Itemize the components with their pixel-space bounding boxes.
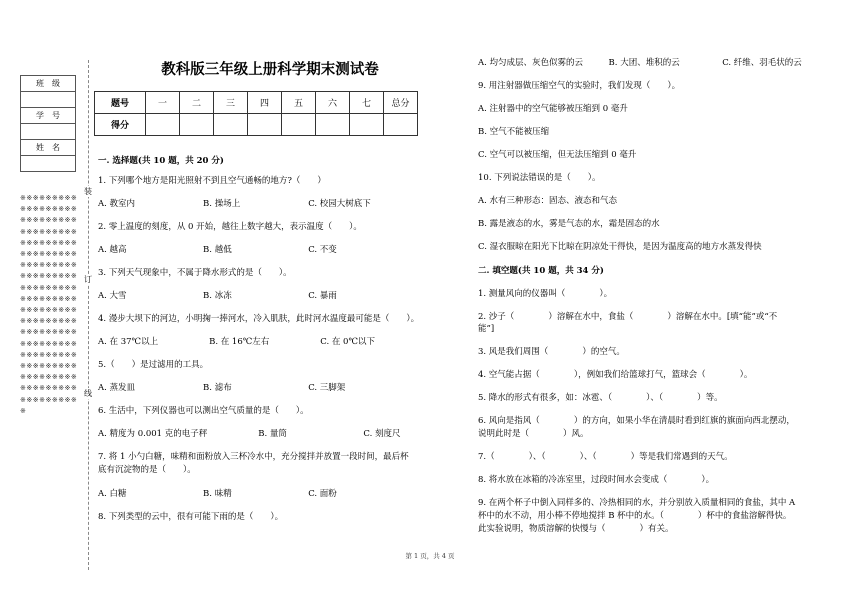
question-line-cont: 能”] xyxy=(478,324,495,334)
score-header-cell: 一 xyxy=(146,92,180,114)
section-heading-choice: 一. 选择题(共 10 题，共 20 分) xyxy=(98,156,224,166)
decorative-dot-pattern: ※※※※※※※※※※※※※※※※※※※※※※※※※※※※※※※※※※※※※※※※※※※※※※※※※※※※※※※※※※※※※※※※※※※※※※※※※※※※※※※※※※※※※※※※※※※※※※※※※※※※※※※※※※※※※※※※※※※※※※※※※※※※※※※※※※※※※※※※※※※※※※※※※※※※※※※※※※※※※※※※※※※※※※※※※※※※ xyxy=(20,194,78,415)
option-line: B. 空气不能被压缩 xyxy=(478,127,550,137)
exam-title: 教科版三年级上册科学期末测试卷 xyxy=(161,61,379,78)
question-line: 8. 将水放在冰箱的冷冻室里，过段时间水会变成（ ）。 xyxy=(478,475,715,485)
score-header-cell: 四 xyxy=(248,92,282,114)
option-line: A. 教室内 B. 操场上 C. 校园大树底下 xyxy=(98,199,371,209)
student-id-label: 学 号 xyxy=(21,108,76,124)
score-header-row xyxy=(95,92,418,114)
option-line: A. 水有三种形态：固态、液态和气态 xyxy=(478,196,618,206)
question-line: 3. 下列天气现象中，不属于降水形式的是（ ）。 xyxy=(98,268,292,278)
question-line: 6. 生活中，下列仪器也可以测出空气质量的是（ ）。 xyxy=(98,406,309,416)
score-cell[interactable] xyxy=(180,114,214,136)
score-cell[interactable] xyxy=(350,114,384,136)
question-line-cont: 杯中的水不动，用小棒不停地搅拌 B 杯中的水。（ ）杯中的食盐溶解得快。 xyxy=(478,511,792,521)
margin-char-zhuang: 装 xyxy=(84,187,92,196)
question-line-cont: 此实验说明，物质溶解的快慢与（ ）有关。 xyxy=(478,524,674,534)
question-line: 2. 沙子（ ）溶解在水中，食盐（ ）溶解在水中。[填“能”或“不 xyxy=(478,312,778,322)
score-header-cell: 六 xyxy=(316,92,350,114)
score-table xyxy=(94,91,418,136)
question-line: 9. 在两个杯子中倒入同样多的、冷热相同的水，并分别放入质量相同的食盐，其中 A xyxy=(478,498,796,508)
question-line: 7. 将 1 小勺白糖，味精和面粉放入三杯冷水中，充分搅拌并放置一段时间，最后杯 xyxy=(98,452,409,462)
question-line: 7.（ ）、（ ）、（ ）等是我们常遇到的天气。 xyxy=(478,452,733,462)
option-line: A. 在 37℃以上 B. 在 16℃左右 C. 在 0℃以下 xyxy=(98,337,375,347)
binding-dashed-line xyxy=(88,60,89,570)
option-line: A. 精度为 0.001 克的电子秤 B. 量筒 C. 刻度尺 xyxy=(98,429,401,439)
question-line: 10. 下列说法错误的是（ ）。 xyxy=(478,173,601,183)
score-cell[interactable] xyxy=(384,114,418,136)
question-line: 8. 下列类型的云中，很有可能下雨的是（ ）。 xyxy=(98,512,284,522)
page-number: 第 1 页，共 4 页 xyxy=(405,552,455,560)
option-line: A. 白糖 B. 味精 C. 面粉 xyxy=(98,489,337,499)
option-line: A. 越高 B. 越低 C. 不变 xyxy=(98,245,337,255)
student-id-field[interactable] xyxy=(21,124,76,140)
name-field[interactable] xyxy=(21,156,76,172)
score-cell[interactable] xyxy=(282,114,316,136)
score-header-cell: 七 xyxy=(350,92,384,114)
score-cell[interactable] xyxy=(214,114,248,136)
question-line-cont: 说明此时是（ ）风。 xyxy=(478,429,589,439)
score-header-cell: 三 xyxy=(214,92,248,114)
margin-char-ding: 订 xyxy=(84,275,92,284)
question-line-cont: 底有沉淀物的是（ ）。 xyxy=(98,465,196,475)
question-line: 5. 降水的形式有很多，如：冰雹、（ ）、（ ）等。 xyxy=(478,393,723,403)
option-line: A. 大雪 B. 冰冻 C. 暴雨 xyxy=(98,291,337,301)
option-line: C. 空气可以被压缩，但无法压缩到 0 毫升 xyxy=(478,150,637,160)
question-line: 1. 下列哪个地方是阳光照射不到且空气通畅的地方?（ ） xyxy=(98,176,326,186)
option-line: C. 湿衣服晾在阳光下比晾在阴凉处干得快，是因为温度高的地方水蒸发得快 xyxy=(478,242,762,252)
question-line: 9. 用注射器做压缩空气的实验时，我们发现（ ）。 xyxy=(478,81,681,91)
section-heading-fill: 二. 填空题(共 10 题，共 34 分) xyxy=(478,266,604,276)
score-header-cell: 五 xyxy=(282,92,316,114)
score-value-row xyxy=(95,114,418,136)
question-line: 4. 空气能占据（ ），例如我们给篮球打气，篮球会（ ）。 xyxy=(478,370,753,380)
student-info-table xyxy=(20,75,76,172)
score-row-label: 得分 xyxy=(95,114,146,136)
score-cell[interactable] xyxy=(146,114,180,136)
option-line: A. 蒸发皿 B. 滤布 C. 三脚架 xyxy=(98,383,346,393)
name-label: 姓 名 xyxy=(21,140,76,156)
question-line: 1. 测量风向的仪器叫（ ）。 xyxy=(478,289,613,299)
score-header-cell: 二 xyxy=(180,92,214,114)
option-line: A. 注射器中的空气能够被压缩到 0 毫升 xyxy=(478,104,628,114)
margin-char-xian: 线 xyxy=(84,389,92,398)
score-header-cell: 总分 xyxy=(384,92,418,114)
score-header-cell: 题号 xyxy=(95,92,146,114)
class-label: 班 级 xyxy=(21,76,76,92)
question-line: 2. 零上温度的刻度，从 0 开始，越往上数字越大，表示温度（ ）。 xyxy=(98,222,362,232)
score-cell[interactable] xyxy=(248,114,282,136)
question-line: 4. 漫步大坝下的河边，小明掬一捧河水，冷入肌肤，此时河水温度最可能是（ ）。 xyxy=(98,314,420,324)
class-field[interactable] xyxy=(21,92,76,108)
score-cell[interactable] xyxy=(316,114,350,136)
question-line: 5.（ ）是过滤用的工具。 xyxy=(98,360,209,370)
option-line: A. 均匀成层、灰色似雾的云 B. 大团、堆积的云 C. 纤维、羽毛状的云 xyxy=(478,58,802,68)
question-line: 6. 风向是指风（ ）的方向，如果小华在清晨时看到红旗的旗面向西北摆动， xyxy=(478,416,795,426)
option-line: B. 露是液态的水，雾是气态的水，霜是固态的水 xyxy=(478,219,660,229)
question-line: 3. 风是我们周围（ ）的空气。 xyxy=(478,347,625,357)
